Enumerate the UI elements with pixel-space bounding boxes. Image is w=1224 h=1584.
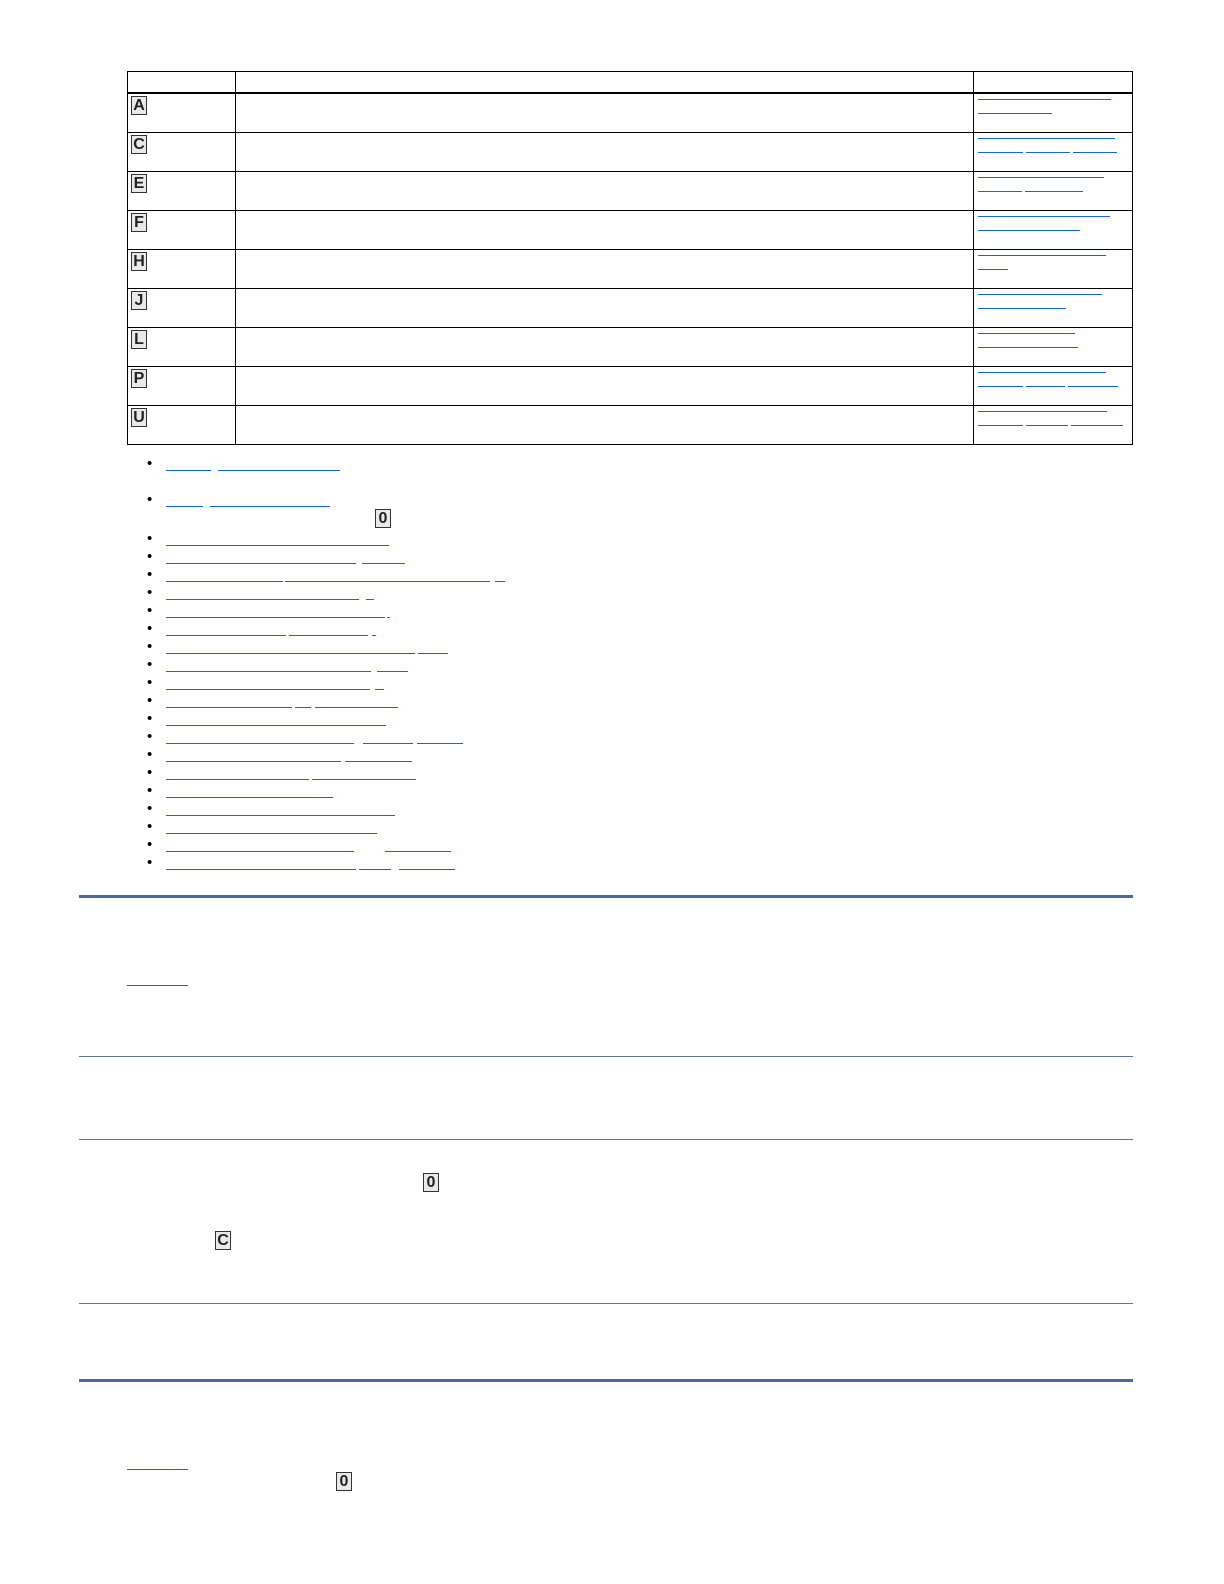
table-cell-description bbox=[236, 93, 974, 133]
zero-marker bbox=[375, 509, 391, 528]
table-header-cell bbox=[974, 72, 1133, 94]
table-cell-link[interactable] bbox=[974, 211, 1133, 250]
letter-key-badge: A bbox=[131, 96, 147, 115]
table-cell-description bbox=[236, 133, 974, 172]
table-cell-description bbox=[236, 367, 974, 406]
table-cell-key bbox=[128, 133, 236, 172]
section-divider bbox=[79, 1056, 1133, 1057]
zero-key-badge: 0 bbox=[423, 1173, 439, 1192]
table-row bbox=[128, 406, 1133, 445]
section-link[interactable] bbox=[127, 985, 188, 986]
table-cell-description bbox=[236, 406, 974, 445]
section-divider bbox=[79, 1139, 1133, 1140]
table-cell-link[interactable] bbox=[974, 367, 1133, 406]
letter-key-badge: L bbox=[131, 330, 147, 349]
table-cell-link[interactable] bbox=[974, 328, 1133, 367]
table-cell-description bbox=[236, 289, 974, 328]
table-row bbox=[128, 93, 1133, 133]
table-cell-key bbox=[128, 93, 236, 133]
c-marker bbox=[215, 1231, 231, 1250]
zero-key-badge: 0 bbox=[375, 509, 391, 528]
table-cell-key bbox=[128, 250, 236, 289]
table-row bbox=[128, 250, 1133, 289]
table-cell-link[interactable] bbox=[974, 93, 1133, 133]
table-cell-description bbox=[236, 172, 974, 211]
letter-key-badge: P bbox=[131, 369, 147, 388]
table-cell-description bbox=[236, 211, 974, 250]
table-cell-key bbox=[128, 211, 236, 250]
table-row bbox=[128, 289, 1133, 328]
table-cell-key bbox=[128, 172, 236, 211]
table-cell-link[interactable] bbox=[974, 172, 1133, 211]
c-key-badge: C bbox=[215, 1231, 231, 1250]
letter-key-badge: U bbox=[131, 408, 147, 427]
table-cell-key bbox=[128, 406, 236, 445]
section-divider bbox=[79, 1303, 1133, 1304]
table-cell-link[interactable] bbox=[974, 289, 1133, 328]
table-row bbox=[128, 367, 1133, 406]
zero-marker bbox=[423, 1173, 439, 1192]
index-table bbox=[127, 71, 1133, 445]
table-row bbox=[128, 133, 1133, 172]
zero-key-badge: 0 bbox=[336, 1472, 352, 1491]
table-header-row bbox=[128, 72, 1133, 94]
table-cell-key bbox=[128, 367, 236, 406]
table-cell-link[interactable] bbox=[974, 406, 1133, 445]
section-divider bbox=[79, 895, 1133, 898]
letter-key-badge: C bbox=[131, 135, 147, 154]
table-cell-link[interactable] bbox=[974, 133, 1133, 172]
section-link[interactable] bbox=[127, 1469, 188, 1470]
table-header-cell bbox=[236, 72, 974, 94]
table-cell-key bbox=[128, 328, 236, 367]
letter-key-badge: H bbox=[131, 252, 147, 271]
table-row bbox=[128, 328, 1133, 367]
table-cell-description bbox=[236, 328, 974, 367]
table-row bbox=[128, 211, 1133, 250]
zero-marker bbox=[336, 1472, 352, 1491]
table-cell-key bbox=[128, 289, 236, 328]
table-cell-link[interactable] bbox=[974, 250, 1133, 289]
letter-key-badge: F bbox=[131, 213, 147, 232]
letter-key-badge: E bbox=[131, 174, 147, 193]
letter-key-badge: J bbox=[131, 291, 147, 310]
table-cell-description bbox=[236, 250, 974, 289]
table-header-cell bbox=[128, 72, 236, 94]
section-divider bbox=[79, 1379, 1133, 1382]
table-row bbox=[128, 172, 1133, 211]
